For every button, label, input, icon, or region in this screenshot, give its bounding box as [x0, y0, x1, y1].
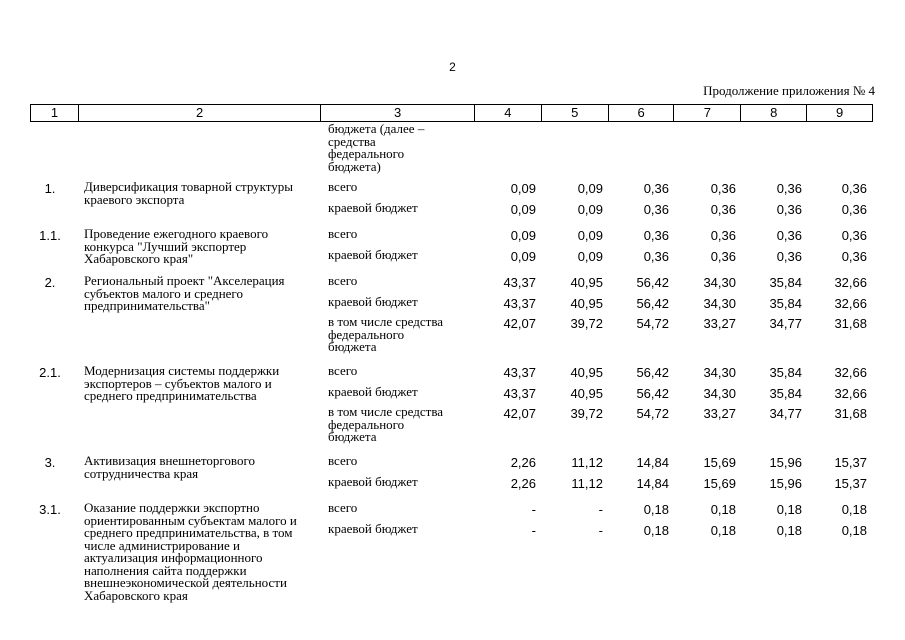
funding-source: краевой бюджет — [328, 520, 418, 536]
value-cell: 15,69 — [703, 455, 736, 470]
carryover-text: бюджета (далее – средства федерального бюджета) — [328, 121, 425, 174]
value-cell: 0,09 — [577, 248, 603, 264]
funding-source: краевой бюджет — [328, 199, 418, 215]
value-cell: 34,30 — [703, 295, 736, 311]
value-cell: 39,72 — [570, 406, 603, 421]
value-cell: 0,18 — [643, 502, 669, 517]
funding-source: всего — [328, 500, 358, 515]
row-lines — [321, 228, 873, 269]
value-cell: 0,18 — [710, 502, 736, 517]
column-header-2: 2 — [79, 105, 321, 121]
value-cell: 0,36 — [710, 248, 736, 264]
table-row — [30, 228, 873, 269]
value-cell: 35,84 — [769, 365, 802, 380]
value-cell: 0,18 — [841, 502, 867, 517]
funding-source: в том числе средства федерального бюджета — [328, 404, 444, 444]
value-cell: 43,37 — [503, 295, 536, 311]
column-header-8: 8 — [741, 105, 807, 121]
value-cell: 0,36 — [841, 181, 867, 196]
source-line — [321, 246, 873, 264]
value-cell: 0,36 — [776, 248, 802, 264]
column-header-1: 1 — [31, 105, 79, 121]
row-name: Активизация внешнеторгового сотрудничества края — [84, 453, 255, 481]
source-line — [321, 473, 873, 491]
column-header-9: 9 — [835, 105, 844, 120]
value-cell: - — [598, 522, 603, 538]
value-cell: 0,36 — [643, 228, 669, 243]
value-cell: 32,66 — [834, 275, 867, 290]
column-header-7: 7 — [674, 105, 741, 121]
value-cell: 15,37 — [834, 455, 867, 470]
value-cell: 15,96 — [769, 475, 802, 491]
value-cell: 31,68 — [834, 316, 867, 331]
funding-source: всего — [328, 226, 358, 241]
funding-source: в том числе средства федерального бюджета — [328, 314, 444, 354]
source-line — [321, 520, 873, 538]
value-cell: 56,42 — [636, 275, 669, 290]
value-cell: 33,27 — [703, 316, 736, 331]
row-name: Модернизация системы поддержки экспортеров – субъектов малого и среднего предпринимательства — [84, 363, 280, 403]
carryover-row — [30, 123, 873, 173]
table-header-row — [30, 104, 873, 122]
source-line — [321, 383, 873, 401]
row-lines — [321, 181, 873, 222]
source-line — [321, 275, 873, 290]
column-header-3: 3 — [321, 105, 475, 121]
funding-source: всего — [328, 363, 358, 378]
value-cell: 32,66 — [834, 365, 867, 380]
value-cell: 0,36 — [710, 201, 736, 217]
row-name: Региональный проект "Акселерация субъектов малого и среднего предпринимательства" — [84, 273, 285, 313]
value-cell: 34,30 — [703, 365, 736, 380]
table-row — [30, 455, 873, 496]
source-line — [321, 293, 873, 311]
value-cell: 0,18 — [776, 522, 802, 538]
funding-source: краевой бюджет — [328, 246, 418, 262]
value-cell: 0,36 — [710, 181, 736, 196]
value-cell: 42,07 — [503, 316, 536, 331]
row-lines — [321, 365, 873, 449]
value-cell: 14,84 — [636, 475, 669, 491]
funding-source: всего — [328, 273, 358, 288]
value-cell: 32,66 — [834, 385, 867, 401]
value-cell: 42,07 — [503, 406, 536, 421]
value-cell: 33,27 — [703, 406, 736, 421]
row-index: 1. — [44, 181, 56, 196]
value-cell: 34,77 — [769, 406, 802, 421]
column-header-5: 5 — [542, 105, 609, 121]
appendix-continuation-label: Продолжение приложения № 4 — [703, 83, 875, 98]
value-cell: 0,09 — [577, 181, 603, 196]
value-cell: - — [531, 522, 536, 538]
value-cell: 0,36 — [776, 228, 802, 243]
source-line — [321, 228, 873, 243]
funding-source: всего — [328, 179, 358, 194]
value-cell: 0,36 — [776, 181, 802, 196]
value-cell: 0,18 — [643, 522, 669, 538]
table-row — [30, 275, 873, 359]
value-cell: 0,09 — [577, 201, 603, 217]
value-cell: 43,37 — [503, 275, 536, 290]
value-cell: - — [531, 502, 536, 517]
value-cell: 0,36 — [710, 228, 736, 243]
value-cell: - — [598, 502, 603, 517]
value-cell: 15,37 — [834, 475, 867, 491]
source-line — [321, 316, 873, 354]
table-row — [30, 502, 873, 602]
value-cell: 2,26 — [510, 455, 536, 470]
value-cell: 0,36 — [841, 228, 867, 243]
value-cell: 11,12 — [571, 475, 603, 491]
row-index: 2.1. — [39, 365, 61, 380]
value-cell: 32,66 — [834, 295, 867, 311]
row-index: 3.1. — [39, 502, 61, 517]
value-cell: 15,69 — [703, 475, 736, 491]
value-cell: 0,18 — [841, 522, 867, 538]
row-name: Оказание поддержки экспортно ориентированным субъектам малого и среднего предпринимательства, в том числе администрирование и актуализация информационного наполнения сайта поддержки внешнеэкономической деятельности Хабаровского края — [84, 500, 297, 603]
row-lines — [321, 455, 873, 496]
value-cell: 56,42 — [636, 295, 669, 311]
value-cell: 40,95 — [570, 275, 603, 290]
value-cell: 0,09 — [510, 248, 536, 264]
value-cell: 0,18 — [776, 502, 802, 517]
value-cell: 54,72 — [636, 406, 669, 421]
source-line — [321, 365, 873, 380]
value-cell: 34,30 — [703, 275, 736, 290]
value-cell: 0,36 — [776, 201, 802, 217]
value-cell: 0,09 — [577, 228, 603, 243]
value-cell: 15,96 — [769, 455, 802, 470]
row-index: 2. — [44, 275, 56, 290]
value-cell: 35,84 — [769, 385, 802, 401]
value-cell: 11,12 — [571, 455, 603, 470]
source-line — [321, 199, 873, 217]
page-number: 2 — [449, 60, 456, 74]
funding-source: всего — [328, 453, 358, 468]
value-cell: 34,30 — [703, 385, 736, 401]
value-cell: 40,95 — [570, 295, 603, 311]
value-cell: 0,09 — [510, 181, 536, 196]
value-cell: 34,77 — [769, 316, 802, 331]
value-cell: 40,95 — [570, 365, 603, 380]
value-cell: 31,68 — [834, 406, 867, 421]
row-lines — [321, 502, 873, 602]
value-cell: 43,37 — [503, 385, 536, 401]
source-line — [321, 455, 873, 470]
row-name: Проведение ежегодного краевого конкурса "Лучший экспортер Хабаровского края" — [84, 226, 269, 266]
funding-source: краевой бюджет — [328, 293, 418, 309]
value-cell: 43,37 — [503, 365, 536, 380]
row-index: 1.1. — [39, 228, 61, 243]
value-cell: 35,84 — [769, 295, 802, 311]
value-cell: 0,36 — [841, 201, 867, 217]
value-cell: 0,09 — [510, 228, 536, 243]
value-cell: 0,18 — [710, 522, 736, 538]
value-cell: 0,09 — [510, 201, 536, 217]
table-body — [30, 123, 873, 608]
value-cell: 0,36 — [643, 201, 669, 217]
source-line — [321, 406, 873, 444]
value-cell: 39,72 — [570, 316, 603, 331]
funding-source: краевой бюджет — [328, 473, 418, 489]
column-header-6: 6 — [609, 105, 675, 121]
funding-source: краевой бюджет — [328, 383, 418, 399]
value-cell: 35,84 — [769, 275, 802, 290]
value-cell: 2,26 — [510, 475, 536, 491]
value-cell: 56,42 — [636, 365, 669, 380]
row-lines — [321, 275, 873, 359]
row-name: Диверсификация товарной структуры краевого экспорта — [84, 179, 294, 207]
value-cell: 0,36 — [643, 181, 669, 196]
table-row — [30, 365, 873, 449]
value-cell: 0,36 — [841, 248, 867, 264]
value-cell: 54,72 — [636, 316, 669, 331]
source-line — [321, 502, 873, 517]
value-cell: 0,36 — [643, 248, 669, 264]
table-row — [30, 181, 873, 222]
value-cell: 56,42 — [636, 385, 669, 401]
value-cell: 14,84 — [636, 455, 669, 470]
row-index: 3. — [44, 455, 56, 470]
source-line — [321, 181, 873, 196]
column-header-4: 4 — [475, 105, 542, 121]
value-cell: 40,95 — [570, 385, 603, 401]
